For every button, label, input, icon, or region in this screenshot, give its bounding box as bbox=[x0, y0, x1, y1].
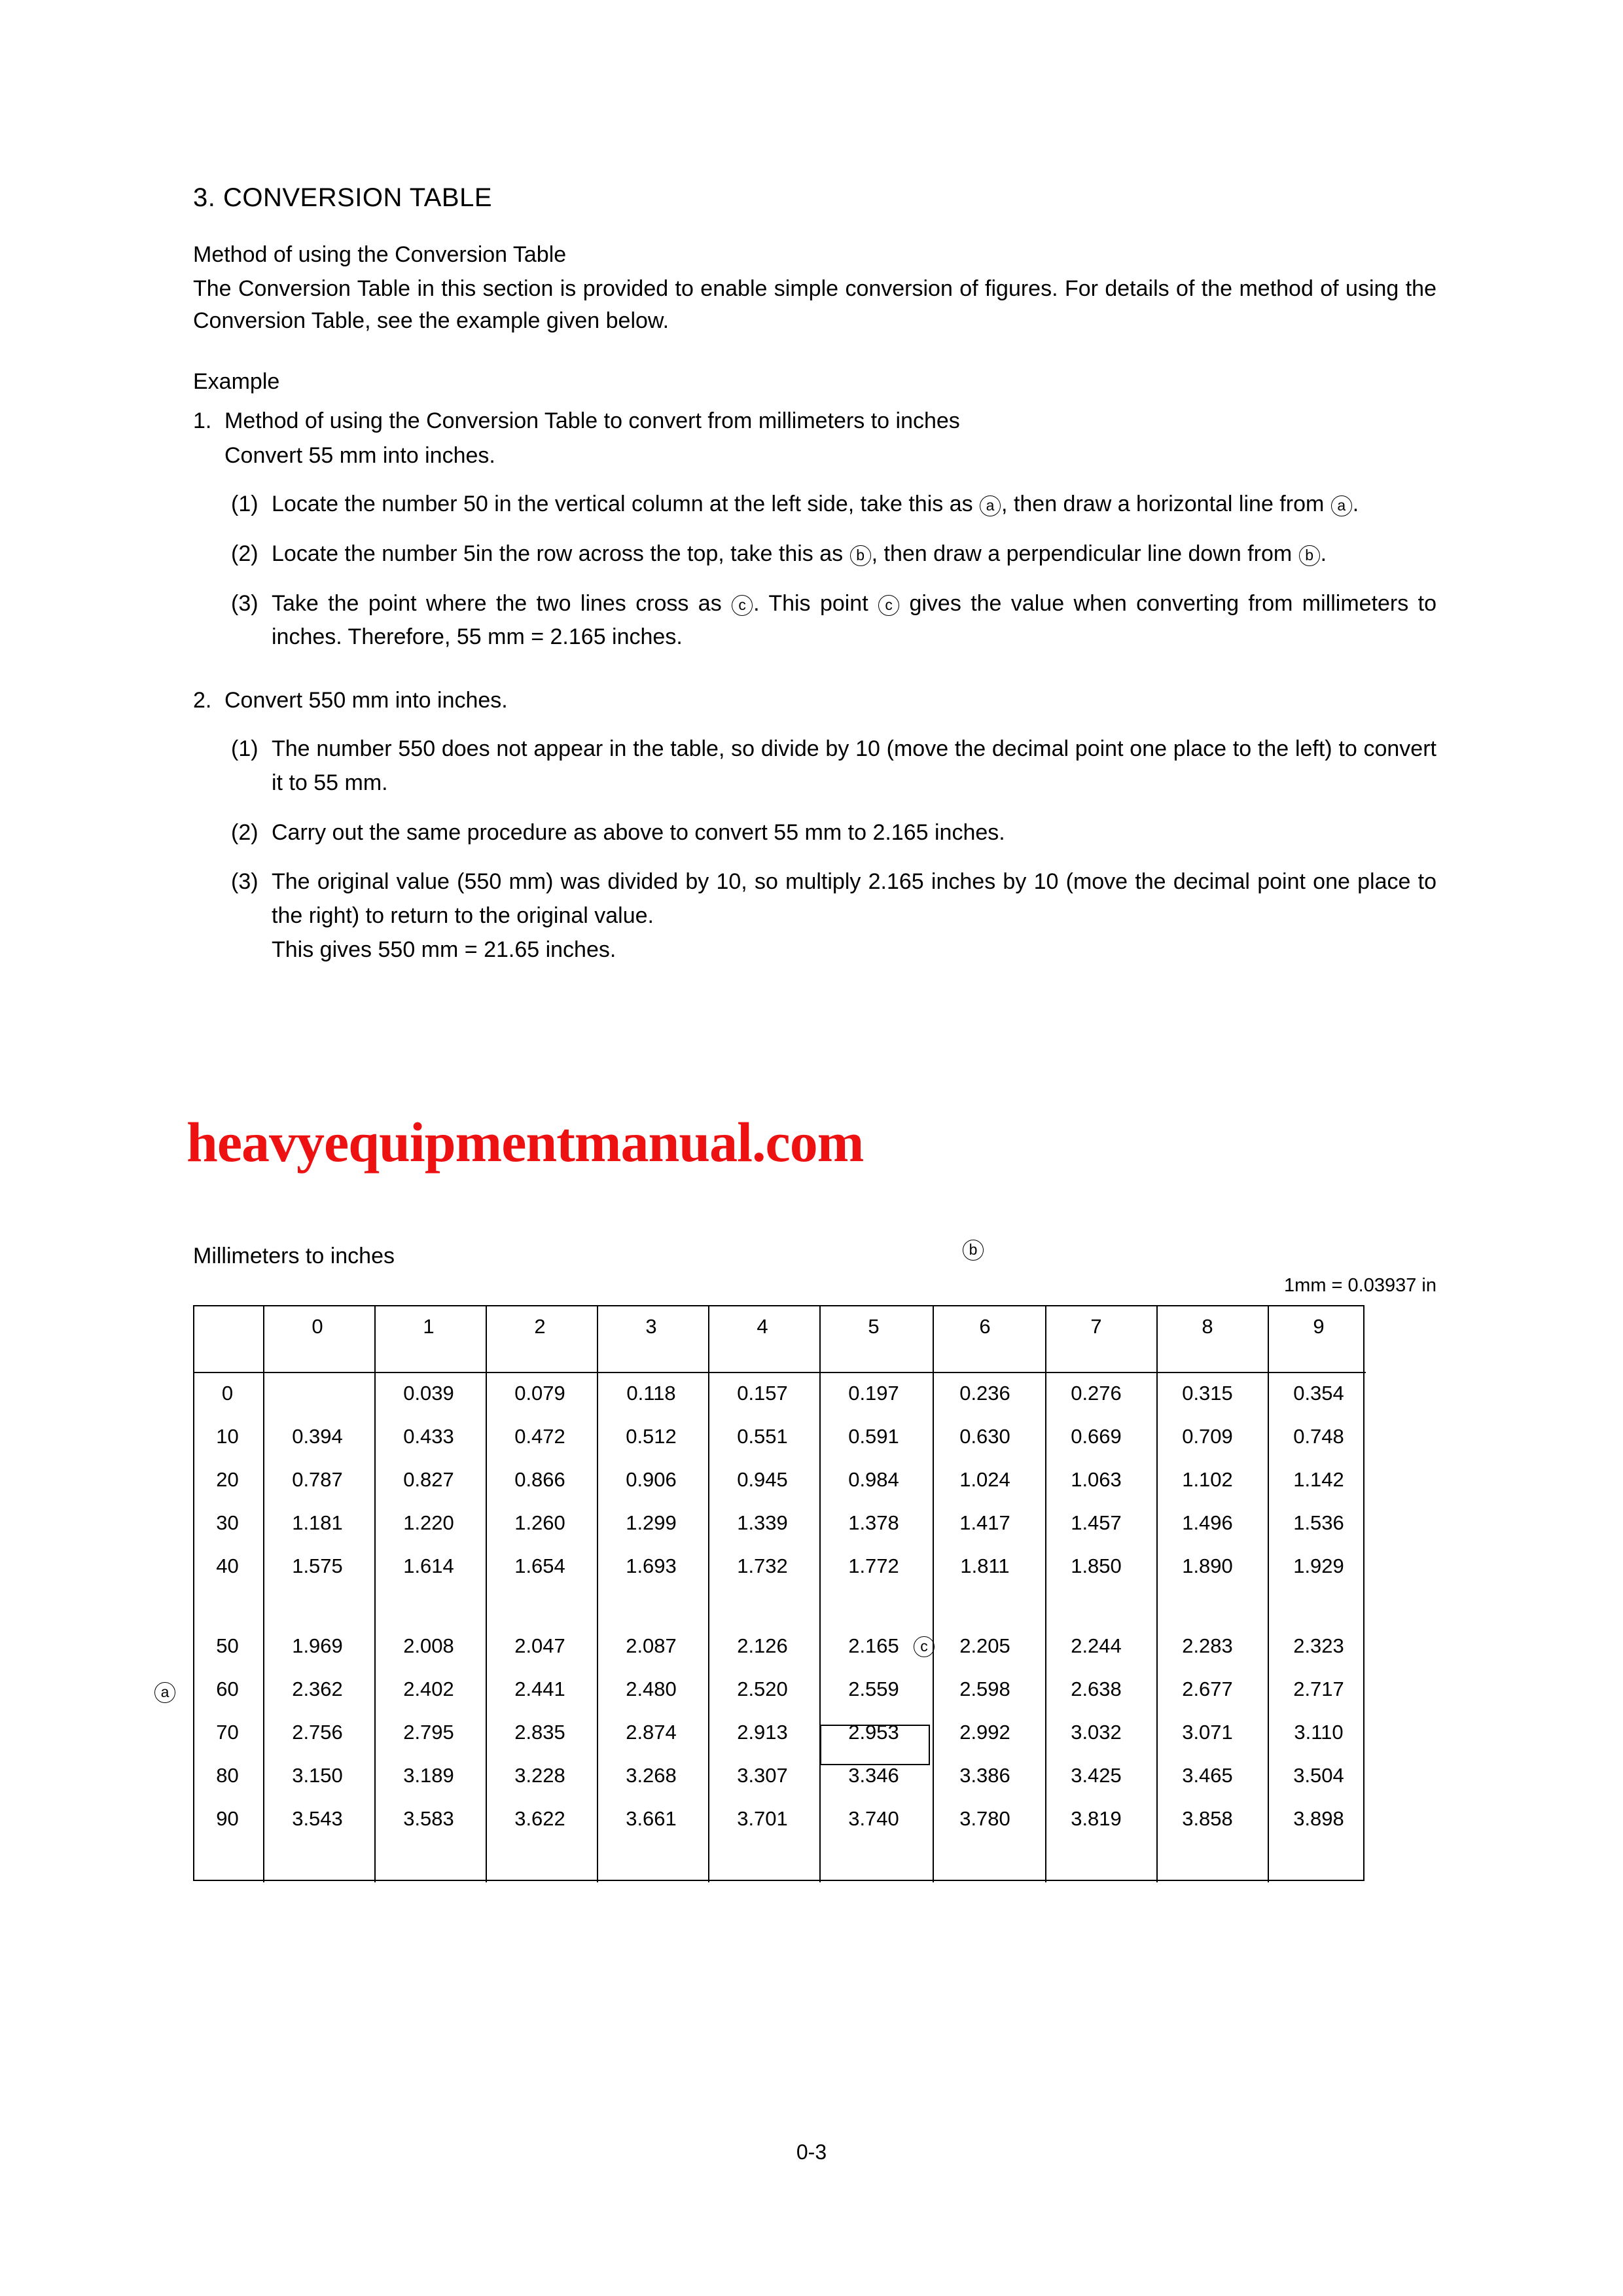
circled-letter-a-icon: a bbox=[154, 1682, 175, 1703]
table-cell: 1.417 bbox=[959, 1511, 1010, 1534]
row-header: 10 bbox=[216, 1425, 239, 1448]
table-cell: 3.386 bbox=[959, 1764, 1010, 1787]
highlight-box bbox=[820, 1725, 930, 1765]
table-cell: 0.079 bbox=[514, 1382, 565, 1405]
table-caption: Millimeters to inches bbox=[193, 1244, 395, 1268]
table-cell: 2.638 bbox=[1071, 1677, 1122, 1700]
table-cell: 3.268 bbox=[626, 1764, 677, 1787]
table-cell: 0.709 bbox=[1182, 1425, 1233, 1448]
circled-letter-b-icon: b bbox=[850, 545, 871, 566]
table-cell: 3.543 bbox=[292, 1807, 343, 1830]
table-cell: 1.142 bbox=[1293, 1468, 1344, 1491]
table-cell: 1.063 bbox=[1071, 1468, 1122, 1491]
table-cell: 3.228 bbox=[514, 1764, 565, 1787]
table-cell: 1.339 bbox=[737, 1511, 788, 1534]
col-header: 1 bbox=[423, 1315, 435, 1338]
table-cell: 0.118 bbox=[626, 1382, 676, 1405]
page-number: 0-3 bbox=[796, 2140, 827, 2164]
row-header: 30 bbox=[216, 1511, 239, 1534]
col-header: 6 bbox=[979, 1315, 991, 1338]
table-cell: 1.260 bbox=[514, 1511, 565, 1534]
table-cell: 3.701 bbox=[737, 1807, 788, 1830]
list-subtext-row bbox=[193, 440, 1436, 472]
circled-letter-c-icon: c bbox=[732, 595, 753, 616]
col-header: 9 bbox=[1313, 1315, 1325, 1338]
table-cell: 3.898 bbox=[1293, 1807, 1344, 1830]
document-body bbox=[193, 183, 1436, 967]
table-cell: 0.591 bbox=[848, 1425, 899, 1448]
list-item bbox=[231, 816, 1436, 850]
list-subtext: Convert 55 mm into inches. bbox=[224, 443, 495, 469]
list-marker: (1) bbox=[231, 736, 259, 762]
row-header: 50 bbox=[216, 1634, 239, 1657]
col-header: 8 bbox=[1202, 1315, 1213, 1338]
table-cell: 3.150 bbox=[292, 1764, 343, 1787]
text-fragment: gives the value when converting from millimeters to inches. Therefore, 55 mm = 2.165 inches. bbox=[272, 590, 1436, 650]
col-header: 3 bbox=[645, 1315, 657, 1338]
text-fragment: The original value (550 mm) was divided by 10, so multiply 2.165 inches by 10 (move the decimal point one place to the right) to return to the original value. bbox=[272, 869, 1436, 929]
circled-letter-a-icon: a bbox=[1331, 495, 1352, 516]
table-cell: 0.630 bbox=[959, 1425, 1010, 1448]
table-cell: 2.323 bbox=[1293, 1634, 1344, 1657]
table-cell: 3.858 bbox=[1182, 1807, 1233, 1830]
page-title: 3. CONVERSION TABLE bbox=[193, 183, 493, 212]
table-cell: 2.717 bbox=[1293, 1677, 1344, 1700]
text-fragment: This gives 550 mm = 21.65 inches. bbox=[272, 937, 616, 962]
table-cell: 3.189 bbox=[403, 1764, 454, 1787]
list-marker-blank bbox=[193, 440, 224, 472]
table-cell: 0.984 bbox=[848, 1468, 899, 1491]
table-cell: 3.740 bbox=[848, 1807, 899, 1830]
col-header: 5 bbox=[868, 1315, 880, 1338]
table-cell: 1.536 bbox=[1293, 1511, 1344, 1534]
table-cell: 3.583 bbox=[403, 1807, 454, 1830]
table-row bbox=[193, 1372, 1374, 1415]
table-cell: 0.748 bbox=[1293, 1425, 1344, 1448]
list-marker: (2) bbox=[231, 819, 259, 845]
table-cell: 2.087 bbox=[626, 1634, 677, 1657]
list-item bbox=[193, 405, 1436, 437]
table-header-spacer-row bbox=[193, 1348, 1374, 1372]
table-cell: 1.457 bbox=[1071, 1511, 1122, 1534]
text-fragment: . bbox=[1320, 541, 1327, 567]
text-fragment: Locate the number 50 in the vertical column at the left side, take this as bbox=[272, 492, 980, 517]
table-cell: 3.504 bbox=[1293, 1764, 1344, 1787]
table-cell: 0.827 bbox=[403, 1468, 454, 1491]
table-cell: 1.929 bbox=[1293, 1554, 1344, 1577]
table-cell: 2.992 bbox=[959, 1721, 1010, 1744]
table-cell: 3.425 bbox=[1071, 1764, 1122, 1787]
circled-letter-b-icon: b bbox=[963, 1240, 984, 1261]
table-cell: 1.732 bbox=[737, 1554, 788, 1577]
table-row bbox=[193, 1668, 1374, 1711]
table-cell: 3.346 bbox=[848, 1764, 899, 1787]
table-cell: 2.677 bbox=[1182, 1677, 1233, 1700]
row-header: 80 bbox=[216, 1764, 239, 1787]
row-header: 90 bbox=[216, 1807, 239, 1830]
table-cell: 0.433 bbox=[403, 1425, 454, 1448]
table-cell: 1.024 bbox=[959, 1468, 1010, 1491]
table-cell: 3.307 bbox=[737, 1764, 788, 1787]
list-item bbox=[231, 865, 1436, 967]
table-cell: 0.236 bbox=[959, 1382, 1010, 1405]
table-cell: 3.032 bbox=[1071, 1721, 1122, 1744]
list-text bbox=[272, 587, 1436, 655]
table-cell: 0.394 bbox=[292, 1425, 343, 1448]
table-cell: 0.315 bbox=[1182, 1382, 1233, 1405]
list-marker: 2. bbox=[193, 688, 212, 713]
table-cell: 0.945 bbox=[737, 1468, 788, 1491]
table-cell: 0.906 bbox=[626, 1468, 677, 1491]
table-cell: 1.969 bbox=[292, 1634, 343, 1657]
col-header: 2 bbox=[534, 1315, 546, 1338]
table-cell: 1.850 bbox=[1071, 1554, 1122, 1577]
table-cell: 1.496 bbox=[1182, 1511, 1233, 1534]
list-marker: (3) bbox=[231, 869, 259, 895]
circled-letter-a-icon: a bbox=[980, 495, 1001, 516]
col-header: 0 bbox=[312, 1315, 323, 1338]
table-cell: 2.953 bbox=[848, 1721, 899, 1744]
table-cell: 2.559 bbox=[848, 1677, 899, 1700]
text-fragment: Locate the number 5in the row across the top, take this as bbox=[272, 541, 849, 567]
table-cell: 0.866 bbox=[514, 1468, 565, 1491]
table-cell: 0.512 bbox=[626, 1425, 677, 1448]
conversion-table bbox=[193, 1305, 1374, 1840]
text-fragment: , then draw a perpendicular line down from bbox=[871, 541, 1298, 567]
intro-line-1: Method of using the Conversion Table bbox=[193, 242, 567, 267]
table-row bbox=[193, 1754, 1374, 1797]
row-header: 40 bbox=[216, 1554, 239, 1577]
table-cell: 2.598 bbox=[959, 1677, 1010, 1700]
table-cell: 2.520 bbox=[737, 1677, 788, 1700]
table-cell: 2.362 bbox=[292, 1677, 343, 1700]
row-header: 60 bbox=[216, 1677, 239, 1700]
table-row bbox=[193, 1624, 1374, 1668]
table-cell: 1.220 bbox=[403, 1511, 454, 1534]
list-item bbox=[231, 587, 1436, 655]
col-header: 7 bbox=[1090, 1315, 1102, 1338]
table-cell: 0.787 bbox=[292, 1468, 343, 1491]
table-cell: 1.575 bbox=[292, 1554, 343, 1577]
table-cell: 3.622 bbox=[514, 1807, 565, 1830]
table-header bbox=[193, 1305, 1374, 1372]
table-cell: 3.661 bbox=[626, 1807, 677, 1830]
table-body bbox=[193, 1372, 1374, 1840]
text-fragment: , then draw a horizontal line from bbox=[1001, 492, 1330, 517]
table-row bbox=[193, 1501, 1374, 1545]
table-cell: 0.354 bbox=[1293, 1382, 1344, 1405]
table-cell: 2.441 bbox=[514, 1677, 565, 1700]
table-row bbox=[193, 1415, 1374, 1458]
table-spacer-row bbox=[193, 1588, 1374, 1624]
list-text: The number 550 does not appear in the table, so divide by 10 (move the decimal point one place to the left) to convert it to 55 mm. bbox=[272, 736, 1436, 796]
list-marker: (1) bbox=[231, 492, 259, 517]
table-cell: 1.890 bbox=[1182, 1554, 1233, 1577]
col-header: 4 bbox=[757, 1315, 768, 1338]
table-cell: 3.071 bbox=[1182, 1721, 1233, 1744]
table-cell: 1.654 bbox=[514, 1554, 565, 1577]
table-cell: 1.772 bbox=[848, 1554, 899, 1577]
table-cell: 3.465 bbox=[1182, 1764, 1233, 1787]
table-cell bbox=[262, 1372, 373, 1415]
table-cell: 2.480 bbox=[626, 1677, 677, 1700]
table-cell: 3.780 bbox=[959, 1807, 1010, 1830]
table-cell: 2.126 bbox=[737, 1634, 788, 1657]
table-cell: 1.693 bbox=[626, 1554, 677, 1577]
marker-a bbox=[154, 1682, 176, 1703]
text-fragment: . bbox=[1352, 492, 1359, 517]
circled-letter-c-icon: c bbox=[914, 1636, 935, 1657]
list-text: Convert 550 mm into inches. bbox=[224, 688, 508, 713]
table-cell: 1.181 bbox=[292, 1511, 343, 1534]
table-row bbox=[193, 1797, 1374, 1840]
table-cell: 1.378 bbox=[848, 1511, 899, 1534]
table-cell: 2.756 bbox=[292, 1721, 343, 1744]
table-cell: 0.551 bbox=[737, 1425, 788, 1448]
row-header: 20 bbox=[216, 1468, 239, 1491]
table-header-row bbox=[193, 1305, 1374, 1348]
list-item bbox=[231, 488, 1436, 522]
table-cell: 3.819 bbox=[1071, 1807, 1122, 1830]
list-text bbox=[272, 865, 1436, 967]
marker-b bbox=[962, 1240, 984, 1261]
watermark: heavyequipmentmanual.com bbox=[187, 1111, 864, 1174]
list-marker: 1. bbox=[193, 408, 212, 433]
table-cell: 1.299 bbox=[626, 1511, 677, 1534]
table-row bbox=[193, 1545, 1374, 1588]
list-marker: (3) bbox=[231, 590, 259, 616]
table-row bbox=[193, 1458, 1374, 1501]
text-fragment: Take the point where the two lines cross as bbox=[272, 590, 732, 616]
table-cell: 0.197 bbox=[848, 1382, 899, 1405]
spacer bbox=[193, 339, 1436, 369]
table-cell-highlighted: 2.165 bbox=[848, 1634, 899, 1657]
row-header: 0 bbox=[221, 1382, 234, 1405]
table-cell: 0.472 bbox=[514, 1425, 565, 1448]
table-cell: 0.276 bbox=[1071, 1382, 1122, 1405]
table-cell: 2.402 bbox=[403, 1677, 454, 1700]
table-row bbox=[193, 1711, 1374, 1754]
list-item bbox=[193, 685, 1436, 717]
list-item bbox=[231, 537, 1436, 571]
table-cell: 1.614 bbox=[403, 1554, 454, 1577]
unit-note: 1mm = 0.03937 in bbox=[1284, 1275, 1436, 1296]
table-cell: 2.874 bbox=[626, 1721, 677, 1744]
intro-line-2: The Conversion Table in this section is provided to enable simple conversion of figures. For details of the method of using the Conversion Table, see the example given below. bbox=[193, 276, 1436, 333]
table-cell: 2.913 bbox=[737, 1721, 788, 1744]
table-cell: 2.795 bbox=[403, 1721, 454, 1744]
list-text: Carry out the same procedure as above to convert 55 mm to 2.165 inches. bbox=[272, 819, 1005, 845]
table-cell: 0.669 bbox=[1071, 1425, 1122, 1448]
table-cell: 2.205 bbox=[959, 1634, 1010, 1657]
list-marker: (2) bbox=[231, 541, 259, 567]
list-text bbox=[272, 488, 1436, 522]
table-cell: 2.047 bbox=[514, 1634, 565, 1657]
list-text bbox=[272, 537, 1436, 571]
row-header: 70 bbox=[216, 1721, 239, 1744]
table-cell: 1.102 bbox=[1182, 1468, 1233, 1491]
circled-letter-c-icon: c bbox=[878, 595, 899, 616]
col-header-corner bbox=[193, 1305, 262, 1348]
table-cell: 0.039 bbox=[403, 1382, 454, 1405]
table-cell: 2.283 bbox=[1182, 1634, 1233, 1657]
table-cell: 2.835 bbox=[514, 1721, 565, 1744]
table-cell: 0.157 bbox=[737, 1382, 788, 1405]
example-heading: Example bbox=[193, 368, 280, 394]
table-cell: 2.008 bbox=[403, 1634, 454, 1657]
text-fragment: . This point bbox=[753, 590, 878, 616]
table-cell: 2.244 bbox=[1071, 1634, 1122, 1657]
table-cell: 3.110 bbox=[1294, 1721, 1344, 1744]
list-item bbox=[231, 732, 1436, 800]
list-text: Method of using the Conversion Table to convert from millimeters to inches bbox=[224, 408, 960, 433]
spacer bbox=[193, 655, 1436, 685]
table-cell: 1.811 bbox=[960, 1554, 1010, 1577]
circled-letter-b-icon: b bbox=[1299, 545, 1320, 566]
